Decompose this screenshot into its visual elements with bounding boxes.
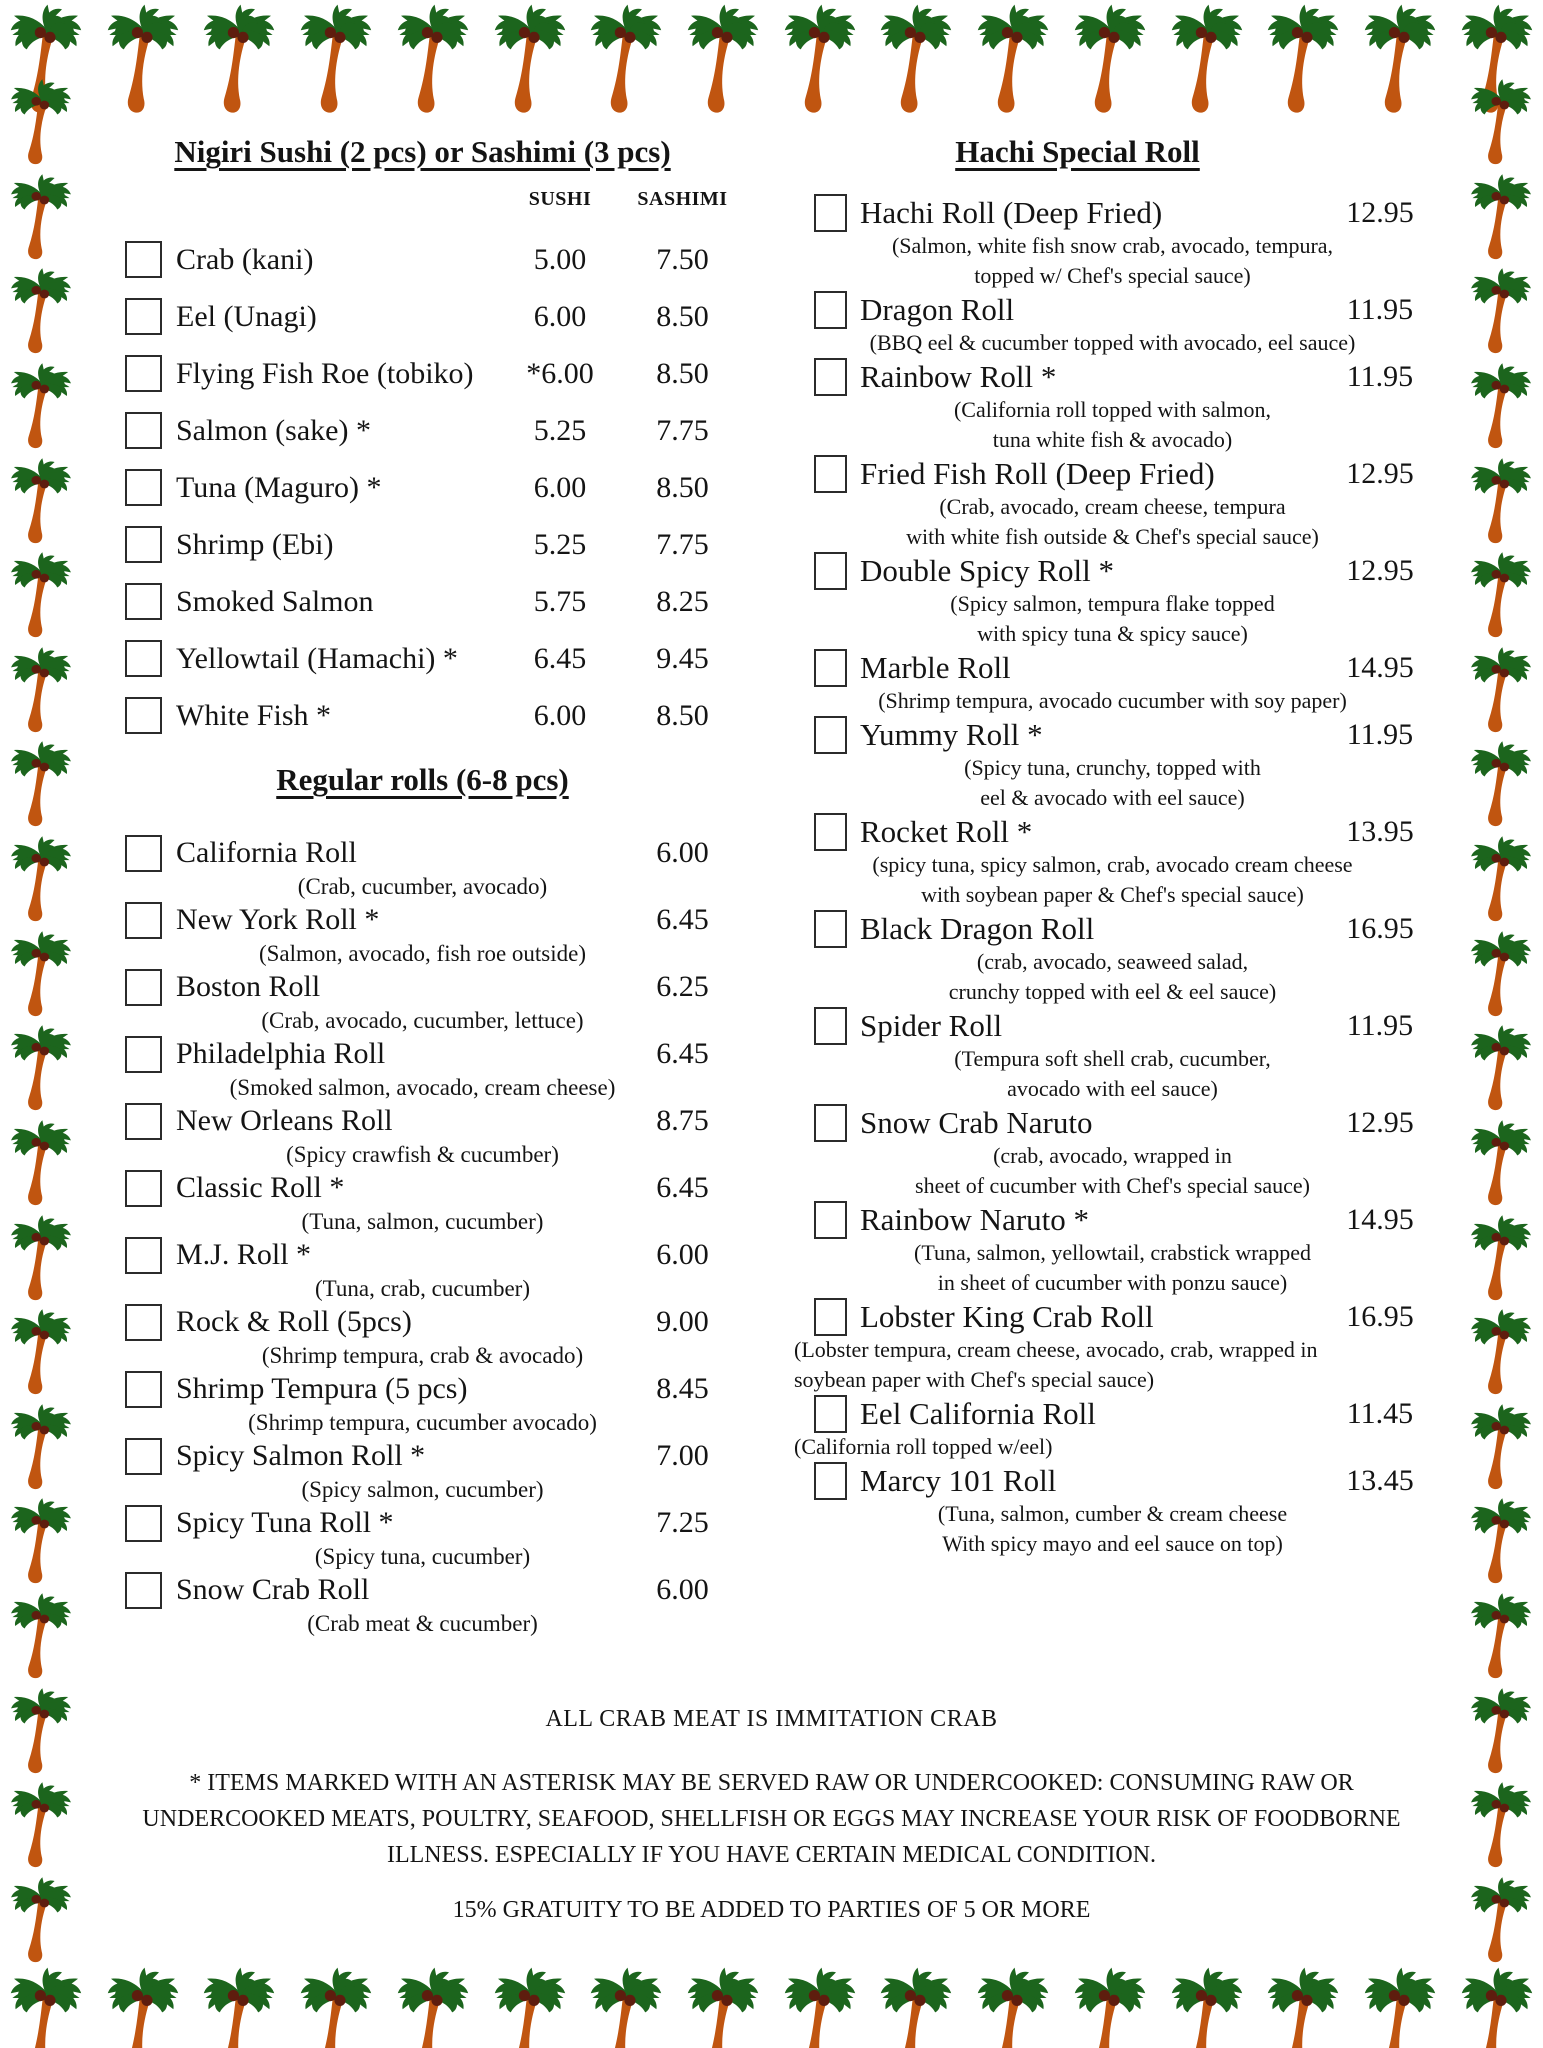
item-price: 11.45 <box>1346 1396 1414 1430</box>
palm-tree-icon <box>490 1966 570 2048</box>
item-description <box>790 1238 1435 1298</box>
nigiri-item-list <box>110 231 735 744</box>
item-description: (Spicy salmon, cucumber) <box>301 1477 544 1502</box>
item-checkbox[interactable] <box>125 1438 162 1475</box>
item-description <box>790 328 1435 358</box>
item-description <box>790 1044 1435 1104</box>
palm-tree-icon <box>1467 1876 1535 1964</box>
item-checkbox[interactable] <box>125 1572 162 1609</box>
item-description-line: (spicy tuna, spicy salmon, crab, avocado cream cheese <box>872 852 1353 877</box>
item-name: Marble Roll <box>860 649 1011 685</box>
palm-tree-icon <box>7 740 75 828</box>
item-name: New York Roll * <box>176 903 380 936</box>
palm-tree-icon <box>1467 1214 1535 1302</box>
sushi-price: 5.00 <box>533 242 587 276</box>
palm-tree-icon <box>296 1966 376 2048</box>
right-column <box>790 130 1435 1559</box>
palm-tree-icon <box>7 930 75 1018</box>
item-checkbox[interactable] <box>125 355 162 392</box>
item-description: (Crab, avocado, cucumber, lettuce) <box>261 1008 584 1033</box>
item-checkbox[interactable] <box>125 902 162 939</box>
item-checkbox[interactable] <box>125 298 162 335</box>
palm-tree-icon <box>199 3 279 115</box>
palm-tree-icon <box>1263 3 1343 115</box>
item-name: Eel (Unagi) <box>176 299 317 333</box>
palm-tree-icon <box>7 1497 75 1585</box>
sashimi-price: 7.75 <box>656 413 709 447</box>
palm-tree-icon <box>973 1966 1053 2048</box>
raw-food-disclaimer <box>110 1765 1433 1873</box>
special-roll-item <box>790 1395 1435 1462</box>
special-roll-item <box>790 1201 1435 1298</box>
item-description-line: topped w/ Chef's special sauce) <box>974 263 1251 288</box>
special-roll-item <box>790 1007 1435 1104</box>
sushi-price: 6.45 <box>533 641 587 675</box>
sushi-price: 5.25 <box>533 527 587 561</box>
sashimi-column-header: SASHIMI <box>637 188 728 210</box>
regular-roll-item <box>110 1370 735 1437</box>
item-description <box>790 395 1435 455</box>
palm-tree-icon <box>7 267 75 355</box>
item-checkbox[interactable] <box>125 1237 162 1274</box>
item-name: Classic Roll * <box>176 1171 345 1204</box>
special-roll-item <box>790 1104 1435 1201</box>
item-name: New Orleans Roll <box>176 1104 393 1137</box>
special-roll-item <box>790 1298 1435 1395</box>
palm-tree-icon <box>7 1214 75 1302</box>
palm-tree-icon <box>586 3 666 115</box>
item-checkbox[interactable] <box>814 1007 847 1045</box>
palm-border-right <box>1465 78 1537 1964</box>
regular-roll-item <box>110 1169 735 1236</box>
palm-tree-icon <box>1467 362 1535 450</box>
item-name: Spicy Tuna Roll * <box>176 1506 394 1539</box>
palm-tree-icon <box>296 3 376 115</box>
item-description-line: with spicy tuna & spicy sauce) <box>977 621 1248 646</box>
palm-tree-icon <box>7 1781 75 1869</box>
palm-tree-icon <box>586 1966 666 2048</box>
nigiri-item-row <box>110 573 735 630</box>
item-checkbox[interactable] <box>125 469 162 506</box>
item-checkbox[interactable] <box>125 969 162 1006</box>
sushi-price: 6.00 <box>533 470 587 504</box>
item-price: 8.75 <box>656 1104 709 1137</box>
item-name: California Roll <box>176 836 357 869</box>
sushi-price: 6.00 <box>533 698 587 732</box>
palm-tree-icon <box>7 78 75 166</box>
item-price: 11.95 <box>1346 1008 1414 1042</box>
item-checkbox[interactable] <box>125 835 162 872</box>
item-name: Shrimp (Ebi) <box>176 527 334 561</box>
item-checkbox[interactable] <box>814 1104 847 1142</box>
item-name: Lobster King Crab Roll <box>860 1298 1154 1334</box>
palm-tree-icon <box>6 1966 86 2048</box>
item-price: 7.00 <box>656 1439 709 1472</box>
palm-tree-icon <box>1467 173 1535 261</box>
item-description-line: (Lobster tempura, cream cheese, avocado, crab, wrapped in <box>794 1337 1318 1362</box>
sushi-price: *6.00 <box>526 356 594 390</box>
item-name: Spicy Salmon Roll * <box>176 1439 426 1472</box>
item-description: (Shrimp tempura, crab & avocado) <box>261 1343 584 1368</box>
item-description-line: eel & avocado with eel sauce) <box>980 785 1245 810</box>
palm-tree-icon <box>7 1308 75 1396</box>
item-price: 11.95 <box>1346 292 1414 326</box>
item-checkbox[interactable] <box>125 1036 162 1073</box>
item-price: 6.25 <box>656 970 709 1003</box>
item-description-line: (crab, avocado, seaweed salad, <box>976 949 1249 974</box>
item-name: Dragon Roll <box>860 291 1015 327</box>
item-checkbox[interactable] <box>814 552 847 590</box>
disclaimer-line: * ITEMS MARKED WITH AN ASTERISK MAY BE SERVED RAW OR UNDERCOOKED: CONSUMING RAW OR <box>189 1770 1354 1796</box>
item-price: 11.95 <box>1346 717 1414 751</box>
palm-tree-icon <box>7 1119 75 1207</box>
palm-tree-icon <box>876 3 956 115</box>
item-price: 6.45 <box>656 1171 709 1204</box>
special-roll-item <box>790 552 1435 649</box>
regular-roll-item <box>110 968 735 1035</box>
disclaimer-line: UNDERCOOKED MEATS, POULTRY, SEAFOOD, SHELLFISH OR EGGS MAY INCREASE YOUR RISK OF FOODBORNE <box>142 1806 1401 1832</box>
nigiri-item-row <box>110 288 735 345</box>
palm-tree-icon <box>393 3 473 115</box>
special-roll-item <box>790 291 1435 358</box>
item-description-line: (Tempura soft shell crab, cucumber, <box>954 1046 1271 1071</box>
palm-tree-icon <box>1467 78 1535 166</box>
palm-tree-icon <box>683 3 763 115</box>
item-description: (Spicy tuna, cucumber) <box>314 1544 531 1569</box>
item-description <box>790 850 1435 910</box>
item-price: 13.95 <box>1346 814 1414 848</box>
item-checkbox[interactable] <box>814 813 847 851</box>
item-description <box>790 492 1435 552</box>
nigiri-section-title: Nigiri Sushi (2 pcs) or Sashimi (3 pcs) <box>174 134 671 169</box>
item-name: Smoked Salmon <box>176 584 374 618</box>
item-checkbox[interactable] <box>125 1304 162 1341</box>
palm-tree-icon <box>1457 1966 1537 2048</box>
item-description-line: With spicy mayo and eel sauce on top) <box>942 1531 1283 1556</box>
palm-tree-icon <box>1467 930 1535 1018</box>
palm-tree-icon <box>103 1966 183 2048</box>
item-description-line: (Crab, avocado, cream cheese, tempura <box>939 494 1286 519</box>
palm-tree-icon <box>1360 1966 1440 2048</box>
item-description <box>790 1141 1435 1201</box>
palm-tree-icon <box>1167 3 1247 115</box>
item-description-line: with white fish outside & Chef's special sauce) <box>906 524 1319 549</box>
item-price: 12.95 <box>1346 195 1414 229</box>
special-roll-item <box>790 649 1435 716</box>
special-roll-item <box>790 813 1435 910</box>
item-name: Black Dragon Roll <box>860 910 1095 946</box>
palm-tree-icon <box>973 3 1053 115</box>
item-description <box>790 686 1435 716</box>
item-name: Salmon (sake) * <box>176 413 371 447</box>
item-description-line: (Salmon, white fish snow crab, avocado, tempura, <box>891 233 1334 258</box>
item-description: (Salmon, avocado, fish roe outside) <box>258 941 587 966</box>
nigiri-item-row <box>110 231 735 288</box>
palm-tree-icon <box>780 3 860 115</box>
item-name: Rocket Roll * <box>860 813 1033 849</box>
item-checkbox[interactable] <box>814 291 847 329</box>
palm-tree-icon <box>490 3 570 115</box>
regular-roll-item <box>110 834 735 901</box>
item-name: Spider Roll <box>860 1007 1003 1043</box>
item-name: Rock & Roll (5pcs) <box>176 1305 412 1338</box>
item-description <box>790 947 1435 1007</box>
item-price: 12.95 <box>1346 553 1414 587</box>
item-description-line: sheet of cucumber with Chef's special sauce) <box>915 1173 1310 1198</box>
palm-tree-icon <box>7 457 75 545</box>
palm-tree-icon <box>7 1592 75 1680</box>
item-description-line: in sheet of cucumber with ponzu sauce) <box>937 1270 1288 1295</box>
item-price: 6.45 <box>656 1037 709 1070</box>
item-name: Rainbow Naruto * <box>860 1201 1090 1237</box>
sashimi-price: 8.25 <box>656 584 709 618</box>
palm-tree-icon <box>7 1876 75 1964</box>
regular-roll-item <box>110 1102 735 1169</box>
palm-tree-icon <box>7 1687 75 1775</box>
item-name: Philadelphia Roll <box>176 1037 386 1070</box>
item-description: (Spicy crawfish & cucumber) <box>286 1142 559 1167</box>
palm-tree-icon <box>1070 3 1150 115</box>
item-description: (Tuna, salmon, cucumber) <box>301 1209 544 1234</box>
item-description <box>790 231 1435 291</box>
sashimi-price: 8.50 <box>656 470 709 504</box>
item-price: 6.00 <box>656 1573 709 1606</box>
item-description-line: soybean paper with Chef's special sauce) <box>794 1367 1155 1392</box>
item-description <box>790 753 1435 813</box>
item-checkbox[interactable] <box>814 1201 847 1239</box>
special-roll-item <box>790 194 1435 291</box>
item-price: 7.25 <box>656 1506 709 1539</box>
left-column <box>110 130 735 1638</box>
palm-tree-icon <box>780 1966 860 2048</box>
item-description <box>790 1432 1435 1462</box>
special-roll-item <box>790 910 1435 1007</box>
item-description: (Shrimp tempura, cucumber avocado) <box>248 1410 597 1435</box>
item-name: Double Spicy Roll * <box>860 552 1115 588</box>
item-name: Boston Roll <box>176 970 321 1003</box>
palm-tree-icon <box>1167 1966 1247 2048</box>
regular-roll-item <box>110 1504 735 1571</box>
item-name: Rainbow Roll * <box>860 358 1057 394</box>
item-price: 14.95 <box>1346 650 1414 684</box>
item-checkbox[interactable] <box>125 640 162 677</box>
price-column-headers <box>110 188 735 211</box>
item-name: Tuna (Maguro) * <box>176 470 382 504</box>
item-description: (Tuna, crab, cucumber) <box>314 1276 531 1301</box>
palm-tree-icon <box>1467 1308 1535 1396</box>
regular-roll-list <box>110 834 735 1638</box>
item-description-line: (crab, avocado, wrapped in <box>993 1143 1232 1168</box>
item-price: 6.45 <box>656 903 709 936</box>
special-roll-item <box>790 1462 1435 1559</box>
item-checkbox[interactable] <box>814 649 847 687</box>
palm-tree-icon <box>1070 1966 1150 2048</box>
regular-roll-item <box>110 1437 735 1504</box>
item-checkbox[interactable] <box>125 412 162 449</box>
item-description-line: (Spicy salmon, tempura flake topped <box>950 591 1275 616</box>
palm-tree-icon <box>1467 1403 1535 1491</box>
palm-border-top <box>0 3 1543 117</box>
nigiri-item-row <box>110 630 735 687</box>
nigiri-item-row <box>110 345 735 402</box>
palm-tree-icon <box>1467 1592 1535 1680</box>
item-description <box>790 1335 1435 1395</box>
item-checkbox[interactable] <box>814 1395 847 1433</box>
palm-tree-icon <box>7 646 75 734</box>
special-roll-item <box>790 455 1435 552</box>
item-checkbox[interactable] <box>814 1462 847 1500</box>
palm-tree-icon <box>683 1966 763 2048</box>
palm-tree-icon <box>1467 1119 1535 1207</box>
sushi-column-header: SUSHI <box>528 188 592 210</box>
item-price: 14.95 <box>1346 1202 1414 1236</box>
item-description-line: tuna white fish & avocado) <box>992 427 1233 452</box>
regular-roll-item <box>110 901 735 968</box>
palm-tree-icon <box>1467 646 1535 734</box>
palm-tree-icon <box>7 362 75 450</box>
palm-tree-icon <box>1467 1781 1535 1869</box>
item-checkbox[interactable] <box>125 1170 162 1207</box>
regular-roll-item <box>110 1571 735 1638</box>
item-checkbox[interactable] <box>125 526 162 563</box>
item-name: Eel California Roll <box>860 1395 1096 1431</box>
item-checkbox[interactable] <box>125 697 162 734</box>
sushi-price: 6.00 <box>533 299 587 333</box>
palm-tree-icon <box>1467 1024 1535 1112</box>
item-name: Fried Fish Roll (Deep Fried) <box>860 455 1215 491</box>
item-name: Flying Fish Roe (tobiko) <box>176 356 474 390</box>
item-description-line: (Tuna, salmon, cumber & cream cheese <box>937 1501 1288 1526</box>
item-checkbox[interactable] <box>814 910 847 948</box>
item-name: Yummy Roll * <box>860 716 1043 752</box>
item-name: Snow Crab Roll <box>176 1573 370 1606</box>
nigiri-item-row <box>110 516 735 573</box>
nigiri-item-row <box>110 402 735 459</box>
item-price: 16.95 <box>1346 911 1414 945</box>
item-checkbox[interactable] <box>814 358 847 396</box>
special-roll-section-title: Hachi Special Roll <box>955 134 1200 169</box>
special-roll-item <box>790 716 1435 813</box>
item-name: Snow Crab Naruto <box>860 1104 1093 1140</box>
item-description: (Smoked salmon, avocado, cream cheese) <box>229 1075 616 1100</box>
palm-tree-icon <box>1467 740 1535 828</box>
regular-roll-item <box>110 1236 735 1303</box>
regular-roll-item <box>110 1035 735 1102</box>
item-checkbox[interactable] <box>814 455 847 493</box>
item-description: (Crab, cucumber, avocado) <box>297 874 548 899</box>
palm-tree-icon <box>7 1024 75 1112</box>
item-description-line: (BBQ eel & cucumber topped with avocado, eel sauce) <box>869 330 1356 355</box>
special-roll-item <box>790 358 1435 455</box>
palm-tree-icon <box>1467 267 1535 355</box>
item-description-line: (Tuna, salmon, yellowtail, crabstick wrapped <box>914 1240 1311 1265</box>
palm-tree-icon <box>1360 3 1440 115</box>
palm-tree-icon <box>876 1966 956 2048</box>
nigiri-item-row <box>110 687 735 744</box>
item-description-line: (California roll topped w/eel) <box>794 1434 1053 1459</box>
nigiri-item-row <box>110 459 735 516</box>
regular-roll-item <box>110 1303 735 1370</box>
item-description: (Crab meat & cucumber) <box>307 1611 538 1636</box>
palm-tree-icon <box>7 173 75 261</box>
item-name: M.J. Roll * <box>176 1238 312 1271</box>
palm-tree-icon <box>1467 1497 1535 1585</box>
item-price: 11.95 <box>1346 359 1414 393</box>
item-price: 9.00 <box>656 1305 709 1338</box>
item-checkbox[interactable] <box>125 1505 162 1542</box>
item-checkbox[interactable] <box>125 583 162 620</box>
item-name: White Fish * <box>176 698 331 732</box>
palm-tree-icon <box>103 3 183 115</box>
item-price: 16.95 <box>1346 1299 1414 1333</box>
disclaimer-line: ILLNESS. ESPECIALLY IF YOU HAVE CERTAIN MEDICAL CONDITION. <box>386 1842 1157 1868</box>
item-description <box>790 589 1435 649</box>
item-name: Yellowtail (Hamachi) * <box>176 641 458 675</box>
special-roll-list <box>790 194 1435 1559</box>
sushi-price: 5.25 <box>533 413 587 447</box>
palm-tree-icon <box>199 1966 279 2048</box>
item-price: 13.45 <box>1346 1463 1414 1497</box>
item-description-line: (Spicy tuna, crunchy, topped with <box>964 755 1261 780</box>
item-description-line: crunchy topped with eel & eel sauce) <box>948 979 1277 1004</box>
item-name: Crab (kani) <box>176 242 314 276</box>
palm-tree-icon <box>1467 551 1535 639</box>
palm-tree-icon <box>1467 1687 1535 1775</box>
item-checkbox[interactable] <box>814 194 847 232</box>
sashimi-price: 8.50 <box>656 299 709 333</box>
palm-tree-icon <box>7 551 75 639</box>
palm-border-left <box>5 78 77 1964</box>
sashimi-price: 7.50 <box>656 242 709 276</box>
sashimi-price: 8.50 <box>656 698 709 732</box>
item-name: Marcy 101 Roll <box>860 1462 1057 1498</box>
sashimi-price: 7.75 <box>656 527 709 561</box>
sashimi-price: 8.50 <box>656 356 709 390</box>
palm-tree-icon <box>7 1403 75 1491</box>
item-price: 6.00 <box>656 836 709 869</box>
item-checkbox[interactable] <box>814 1298 847 1336</box>
palm-tree-icon <box>1467 457 1535 545</box>
item-name: Hachi Roll (Deep Fried) <box>860 194 1163 230</box>
item-checkbox[interactable] <box>814 716 847 754</box>
sushi-price: 5.75 <box>533 584 587 618</box>
crab-notice: ALL CRAB MEAT IS IMMITATION CRAB <box>545 1706 998 1732</box>
item-description <box>790 1499 1435 1559</box>
palm-tree-icon <box>1263 1966 1343 2048</box>
item-checkbox[interactable] <box>125 241 162 278</box>
palm-tree-icon <box>1467 835 1535 923</box>
regular-rolls-section-title: Regular rolls (6-8 pcs) <box>276 762 569 797</box>
sashimi-price: 9.45 <box>656 641 709 675</box>
item-price: 12.95 <box>1346 456 1414 490</box>
item-checkbox[interactable] <box>125 1371 162 1408</box>
palm-tree-icon <box>7 835 75 923</box>
palm-tree-icon <box>393 1966 473 2048</box>
item-price: 8.45 <box>656 1372 709 1405</box>
item-price: 6.00 <box>656 1238 709 1271</box>
item-description-line: (California roll topped with salmon, <box>953 397 1272 422</box>
item-checkbox[interactable] <box>125 1103 162 1140</box>
footer <box>110 1706 1433 1924</box>
gratuity-notice: 15% GRATUITY TO BE ADDED TO PARTIES OF 5 OR MORE <box>452 1897 1091 1923</box>
item-description-line: avocado with eel sauce) <box>1007 1076 1218 1101</box>
item-description-line: with soybean paper & Chef's special sauce) <box>921 882 1304 907</box>
item-price: 12.95 <box>1346 1105 1414 1139</box>
item-description-line: (Shrimp tempura, avocado cucumber with soy paper) <box>878 688 1347 713</box>
item-name: Shrimp Tempura (5 pcs) <box>176 1372 468 1405</box>
palm-border-bottom <box>0 1966 1543 2048</box>
